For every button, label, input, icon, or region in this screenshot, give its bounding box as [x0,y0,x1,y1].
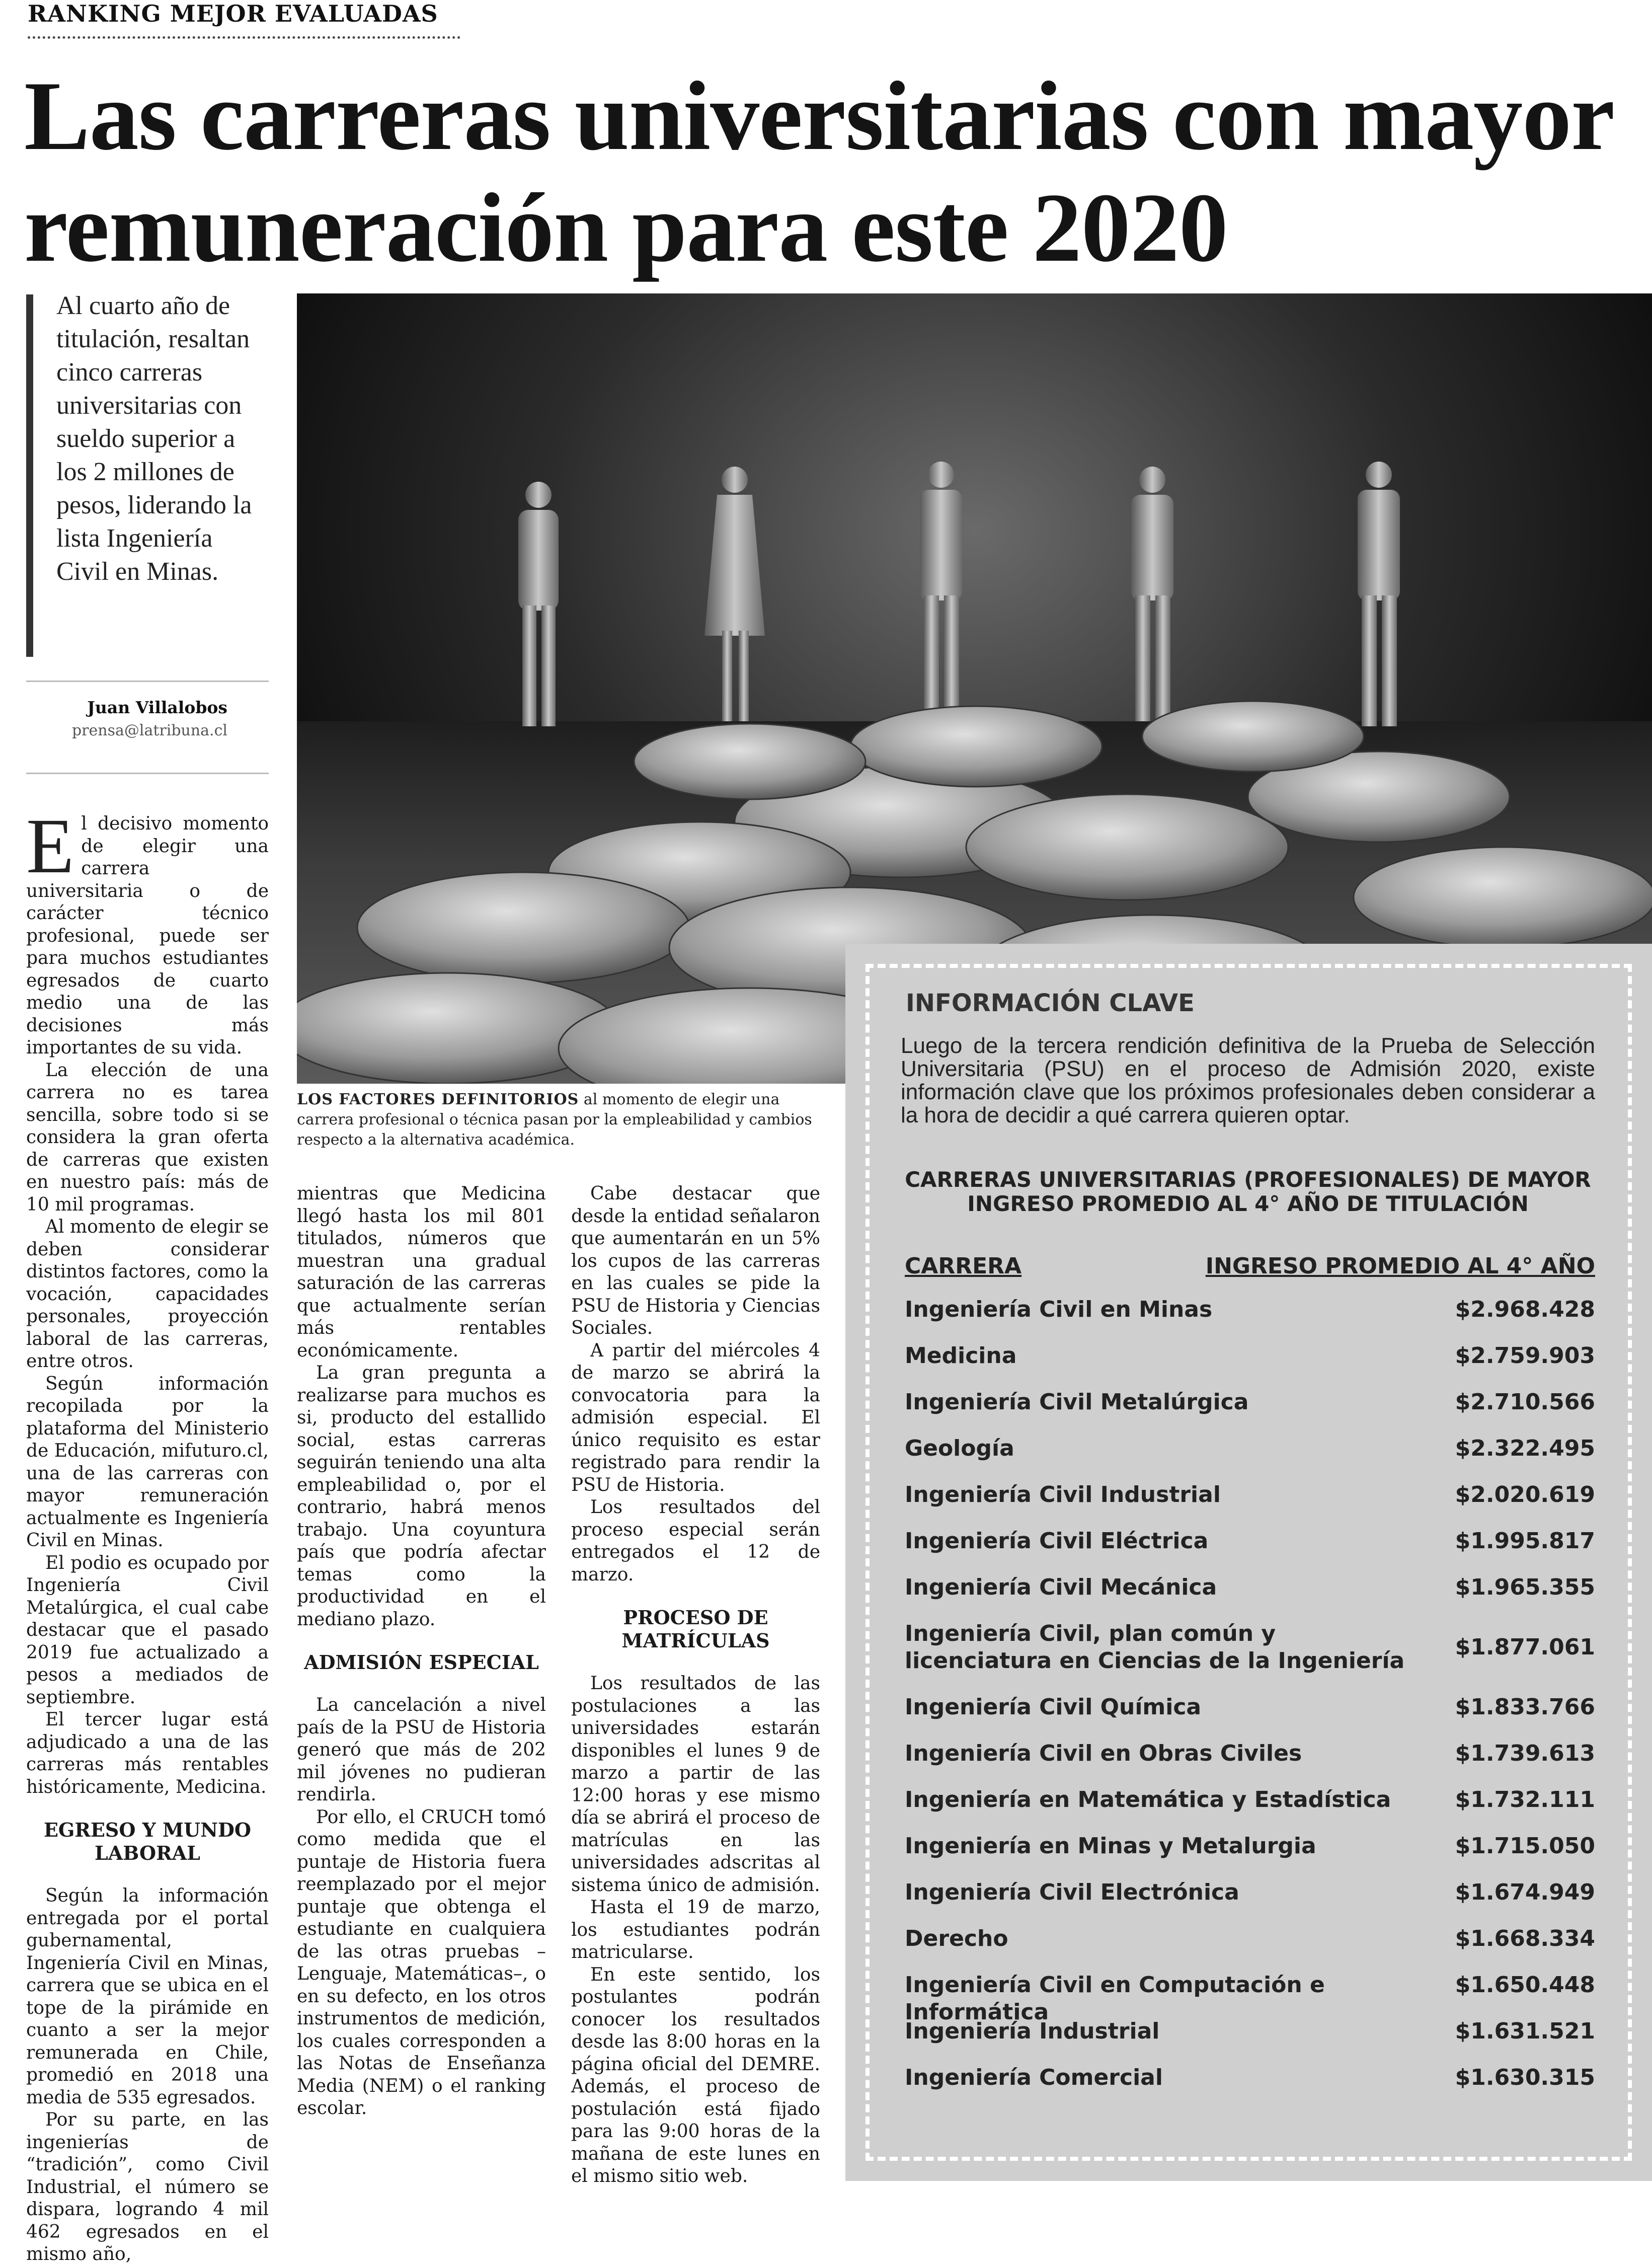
row-income-value: $1.995.817 [1455,1528,1595,1554]
col2-paragraph-1: mientras que Medicina llegó hasta los mil 801 titulados, números que muestran una gradual saturación de las carreras que actualmente serían más rentables económicamente. [297,1183,546,1361]
row-career-name: Ingeniería Civil Industrial [905,1482,1221,1507]
caption-label: LOS FACTORES DEFINITORIOS [297,1091,579,1108]
row-income-value: $1.674.949 [1455,1879,1595,1905]
table-row [905,1528,1595,1555]
byline-author: Juan Villalobos [87,698,227,717]
row-income-value: $1.739.613 [1455,1741,1595,1766]
headline [24,60,1634,284]
table-row [905,1296,1595,1323]
col1-paragraph-7: Según la información entregada por el portal gubernamental, Ingeniería Civil en Minas, carrera que se ubica en el tope de la pirámide en cuanto a ser la mejor remunerada en Chile, promedió en 2018 una media de 535 egresados. [26,1885,269,2108]
row-income-value: $2.322.495 [1455,1436,1595,1461]
table-title-line-1: CARRERAS UNIVERSITARIAS (PROFESIONALES) DE MAYOR [905,1167,1591,1192]
row-career-name: Ingeniería Civil en Obras Civiles [905,1741,1302,1766]
table-row [905,1833,1595,1860]
table-row [905,1925,1595,1952]
col1-paragraph-6: El tercer lugar está adjudicado a una de las carreras más rentables históricamente, Medicina. [26,1709,269,1797]
headline-line-1: Las carreras universitarias con mayor [24,61,1615,171]
table-row [905,2018,1595,2045]
headline-line-2: remuneración para este 2020 [24,173,1228,282]
table-row [905,1620,1595,1675]
col3-paragraph-4: Los resultados de las postulaciones a las universidades estarán disponibles el lunes 9 de marzo a partir de las 12:00 horas y ese mismo día se abrirá el proceso de matrículas en las universidades adscritas al sistema único de admisión. [571,1673,820,1896]
col3-paragraph-6: En este sentido, los postulantes podrán conocer los resultados desde las 8:00 horas en la página oficial del DEMRE. Además, el proceso de postulación está fijado para las 9:00 horas de la mañana de este lunes en el mismo sitio web. [571,1964,820,2186]
table-row [905,1435,1595,1462]
row-career-name: Ingeniería Civil Química [905,1694,1202,1720]
lead-summary: Al cuarto año de titulación, resaltan cinco carreras universitarias con sueldo superior a los 2 millones de pesos, liderando la lista Ingeniería Civil en Minas. [56,291,252,586]
col1-paragraph-5: El podio es ocupado por Ingeniería Civil Metalúrgica, el cual cabe destacar que el pasado 2019 fue actualizado a pesos a mediados de septiembre. [26,1552,269,1708]
row-career-name: Ingeniería Civil en Minas [905,1297,1213,1322]
table-title-line-2: INGRESO PROMEDIO AL 4° AÑO DE TITULACIÓN [967,1191,1529,1216]
row-career-name: Ingeniería Civil en Computación e Informática [905,1972,1325,2025]
row-career-name: Geología [905,1436,1014,1461]
article-column-3 [571,1183,820,2188]
row-income-value: $1.732.111 [1455,1787,1595,1812]
table-row [905,1481,1595,1508]
col3-paragraph-1: Cabe destacar que desde la entidad señalaron que aumentarán en un 5% los cupos de las carreras en las cuales se pide la PSU de Historia y Ciencias Sociales. [571,1183,820,1338]
byline-email: prensa@latribuna.cl [71,722,227,739]
row-income-value: $1.631.521 [1455,2018,1595,2044]
col1-paragraph-1: l decisivo momento de elegir una carrera universitaria o de carácter técnico profesional, puede ser para muchos estudiantes egresados de cuarto medio una de las decisiones más importantes de su vida. [26,813,269,1058]
row-income-value: $2.759.903 [1455,1343,1595,1369]
caption-text: al momento de elegir una carrera profesional o técnica pasan por la empleabilidad y cambios respecto a la alternativa académica. [297,1091,812,1149]
row-career-name: Ingeniería Civil Electrónica [905,1879,1239,1905]
table-row [905,1574,1595,1601]
row-income-value: $1.833.766 [1455,1694,1595,1720]
row-income-value: $2.968.428 [1455,1297,1595,1322]
row-income-value: $2.020.619 [1455,1482,1595,1507]
row-career-name-line-2: licenciatura en Ciencias de la Ingeniería [905,1648,1405,1674]
row-career-name: Ingeniería Civil Eléctrica [905,1528,1209,1554]
row-income-value: $2.710.566 [1455,1389,1595,1415]
table-row [905,1694,1595,1721]
kicker-rule [28,36,460,39]
lead-bar [26,294,33,657]
photo-caption [297,1090,820,1150]
table-row [905,1972,1595,2025]
table-row [905,1342,1595,1370]
row-income-value: $1.668.334 [1455,1926,1595,1951]
article-column-1 [26,802,269,2266]
col1-paragraph-3: Al momento de elegir se deben considerar distintos factores, como la vocación, capacidades personales, proyección laboral de las carreras, entre otros. [26,1217,269,1372]
article-column-2 [297,1183,546,2120]
row-career-name: Derecho [905,1926,1008,1951]
row-income-value: $1.650.448 [1455,1972,1595,1998]
table-header-income: INGRESO PROMEDIO AL 4° AÑO [1205,1253,1595,1279]
row-career-name: Ingeniería Comercial [905,2065,1163,2090]
table-title [901,1168,1595,1216]
subhead-admision: ADMISIÓN ESPECIAL [304,1651,539,1674]
table-row [905,1879,1595,1906]
col3-paragraph-3: Los resultados del proceso especial serán entregados el 12 de marzo. [571,1497,820,1585]
row-income-value: $1.877.061 [1455,1634,1595,1660]
table-header-career: CARRERA [905,1253,1022,1279]
info-box-text: Luego de la tercera rendición definitiva de la Prueba de Selección Universitaria (PSU) en el proceso de Admisión 2020, existe información clave que los próximos profesionales deben considerar a la hora de decidir a qué carrera quieren optar. [901,1033,1595,1127]
row-income-value: $1.630.315 [1455,2065,1595,2090]
col2-paragraph-4: Por ello, el CRUCH tomó como medida que el puntaje de Historia fuera reemplazado por el mejor puntaje que obtenga el estudiante en cualquiera de las otras pruebas –Lenguaje, Matemáticas–, o en su defecto, en los otros instrumentos de medición, los cuales corresponden a las Notas de Enseñanza Media (NEM) o el ranking escolar. [297,1806,546,2119]
row-career-name: Ingeniería en Matemática y Estadística [905,1787,1391,1812]
table-row [905,1786,1595,1814]
table-row [905,1740,1595,1767]
row-career-name: Ingeniería en Minas y Metalurgia [905,1833,1316,1859]
col1-paragraph-4: Según información recopilada por la plataforma del Ministerio de Educación, mifuturo.cl, una de las carreras con mayor remuneración actualmente es Ingeniería Civil en Minas. [26,1373,269,1551]
byline-rule-top [26,681,269,682]
drop-cap: E [26,802,74,889]
subhead-egreso: EGRESO Y MUNDO LABORAL [43,1819,252,1864]
col3-paragraph-2: A partir del miércoles 4 de marzo se abrirá la convocatoria para la admisión especial. El único requisito es estar registrado para rendir la PSU de Historia. [571,1340,820,1495]
col2-paragraph-2: La gran pregunta a realizarse para muchos es si, producto del estallido social, estas carreras seguirán teniendo una alta empleabilidad o, por el contrario, habrá menos trabajo. Una coyuntura país que podría afectar temas como la productividad en el mediano plazo. [297,1363,546,1630]
subhead-matriculas: PROCESO DE MATRÍCULAS [621,1606,770,1652]
row-career-name: Ingeniería Civil, plan común y [905,1621,1276,1646]
col1-paragraph-8: Por su parte, en las ingenierías de “tradición”, como Civil Industrial, el número se dispara, logrando 4 mil 462 egresados en el mismo año, [26,2109,269,2264]
info-box-title: INFORMACIÓN CLAVE [906,989,1195,1017]
col1-paragraph-2: La elección de una carrera no es tarea sencilla, sobre todo si se considera la gran oferta de carreras que existen en nuestro país: más de 10 mil programas. [26,1060,269,1215]
row-career-name: Medicina [905,1343,1017,1369]
row-career-name: Ingeniería Industrial [905,2018,1160,2044]
row-career-name: Ingeniería Civil Mecánica [905,1574,1217,1600]
col2-paragraph-3: La cancelación a nivel país de la PSU de Historia generó que más de 202 mil jóvenes no pudieran rendirla. [297,1695,546,1805]
row-income-value: $1.715.050 [1455,1833,1595,1859]
table-row [905,2064,1595,2091]
col3-paragraph-5: Hasta el 19 de marzo, los estudiantes podrán matricularse. [571,1897,820,1962]
byline-rule-bottom [26,773,269,774]
table-row [905,1389,1595,1416]
section-kicker: RANKING MEJOR EVALUADAS [28,0,438,27]
row-income-value: $1.965.355 [1455,1574,1595,1600]
row-career-name: Ingeniería Civil Metalúrgica [905,1389,1249,1415]
